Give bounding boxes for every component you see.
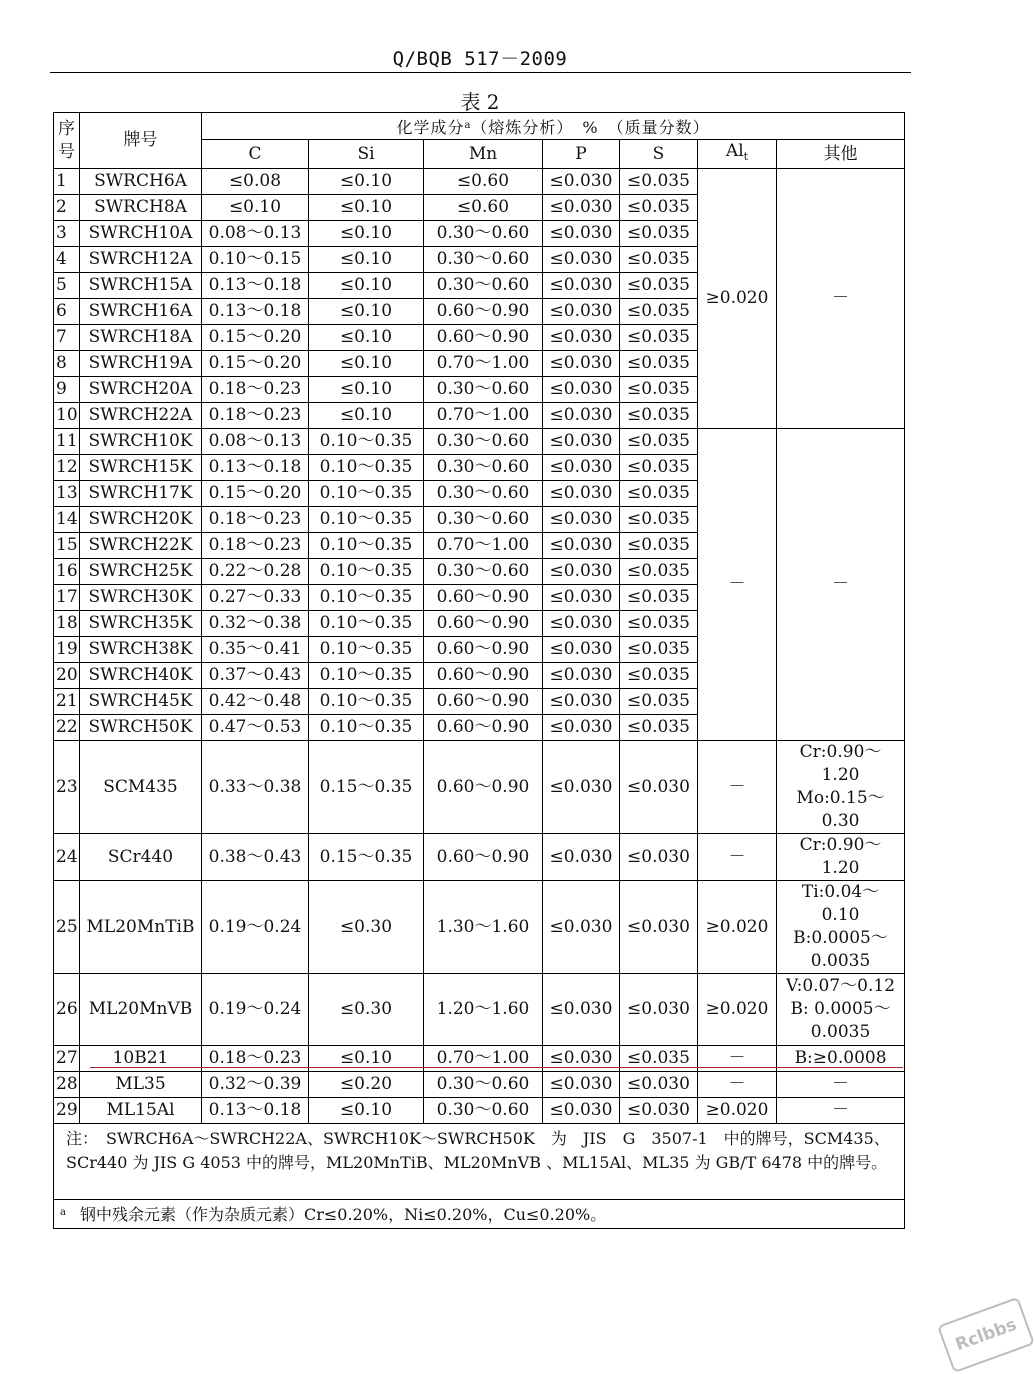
mn-cell: 0.60～0.90: [424, 585, 543, 611]
mn-cell: 0.60～0.90: [424, 689, 543, 715]
c-cell: ≤0.08: [202, 169, 309, 195]
grade-cell: SCM435: [80, 741, 202, 834]
s-cell: ≤0.035: [620, 559, 698, 585]
table-footnote: [54, 1200, 905, 1229]
s-cell: ≤0.035: [620, 403, 698, 429]
grade-cell: SWRCH35K: [80, 611, 202, 637]
mn-cell: 0.60～0.90: [424, 741, 543, 834]
row-number: 5: [54, 273, 80, 299]
grade-cell: ML35: [80, 1072, 202, 1098]
other-cell: [777, 834, 905, 881]
si-cell: 0.10～0.35: [309, 429, 424, 455]
mn-cell: 0.30～0.60: [424, 1098, 543, 1124]
s-cell: ≤0.035: [620, 533, 698, 559]
s-cell: ≤0.035: [620, 611, 698, 637]
al-cell: －: [698, 1072, 777, 1098]
s-cell: ≤0.035: [620, 247, 698, 273]
c-cell: 0.47～0.53: [202, 715, 309, 741]
si-cell: ≤0.30: [309, 974, 424, 1046]
grade-cell: SWRCH25K: [80, 559, 202, 585]
c-cell: 0.22～0.28: [202, 559, 309, 585]
row-number: 1: [54, 169, 80, 195]
mn-cell: 0.30～0.60: [424, 247, 543, 273]
mn-cell: 1.20～1.60: [424, 974, 543, 1046]
mn-cell: 0.30～0.60: [424, 1072, 543, 1098]
footnote-marker: a: [464, 119, 472, 131]
row-number: 26: [54, 974, 80, 1046]
p-cell: ≤0.030: [543, 881, 620, 974]
s-cell: ≤0.035: [620, 377, 698, 403]
other-line: B: 0.0005～: [790, 999, 891, 1019]
mn-cell: ≤0.60: [424, 169, 543, 195]
grade-cell: SWRCH19A: [80, 351, 202, 377]
header-chem: 化学成分$^a$（熔炼分析） % （质量分数）: [202, 113, 905, 140]
other-line: 0.30: [821, 811, 860, 831]
grade-cell: SWRCH8A: [80, 195, 202, 221]
row-number: 3: [54, 221, 80, 247]
s-cell: ≤0.035: [620, 221, 698, 247]
red-underline: [90, 1067, 903, 1068]
table-caption: 表 2: [460, 90, 500, 114]
table-row: [54, 429, 905, 455]
header-seq: 序号: [54, 113, 80, 169]
p-cell: ≤0.030: [543, 195, 620, 221]
mn-cell: ≤0.60: [424, 195, 543, 221]
si-cell: 0.10～0.35: [309, 585, 424, 611]
si-cell: 0.10～0.35: [309, 533, 424, 559]
p-cell: ≤0.030: [543, 974, 620, 1046]
c-cell: 0.18～0.23: [202, 403, 309, 429]
si-cell: 0.10～0.35: [309, 689, 424, 715]
grade-cell: ML15Al: [80, 1098, 202, 1124]
table-row: [54, 1072, 905, 1098]
p-cell: ≤0.030: [543, 507, 620, 533]
c-cell: 0.13～0.18: [202, 273, 309, 299]
mn-cell: 0.60～0.90: [424, 637, 543, 663]
p-cell: ≤0.030: [543, 1072, 620, 1098]
row-number: 19: [54, 637, 80, 663]
s-cell: ≤0.035: [620, 325, 698, 351]
p-cell: ≤0.030: [543, 689, 620, 715]
header-P: P: [543, 140, 620, 169]
mn-cell: 0.30～0.60: [424, 507, 543, 533]
other-line: 0.10: [821, 905, 860, 925]
si-cell: ≤0.10: [309, 273, 424, 299]
al-cell: ≥0.020: [698, 881, 777, 974]
other-line: V:0.07～0.12: [786, 976, 896, 996]
other-group-cell: －: [777, 429, 905, 741]
table-note: 注： SWRCH6A～SWRCH22A、SWRCH10K～SWRCH50K 为 JIS G 3507-1 中的牌号，SCM435、SCr440 为 JIS G 4053 中的牌号，ML20MnTiB、ML20MnVB 、ML15Al、ML35 为 GB/T 6478 中的牌号。: [54, 1124, 905, 1200]
table-row: [54, 1098, 905, 1124]
si-cell: ≤0.10: [309, 1046, 424, 1072]
grade-cell: SCr440: [80, 834, 202, 881]
p-cell: ≤0.030: [543, 351, 620, 377]
si-cell: ≤0.10: [309, 299, 424, 325]
p-cell: ≤0.030: [543, 637, 620, 663]
row-number: 29: [54, 1098, 80, 1124]
s-cell: ≤0.035: [620, 507, 698, 533]
c-cell: 0.18～0.23: [202, 377, 309, 403]
si-cell: ≤0.10: [309, 247, 424, 273]
other-line: B:0.0005～: [793, 928, 888, 948]
s-cell: ≤0.035: [620, 481, 698, 507]
c-cell: 0.33～0.38: [202, 741, 309, 834]
other-line: Ti:0.04～: [801, 882, 880, 902]
c-cell: 0.18～0.23: [202, 1046, 309, 1072]
table-row: [54, 834, 905, 881]
s-cell: ≤0.035: [620, 195, 698, 221]
p-cell: ≤0.030: [543, 221, 620, 247]
s-cell: ≤0.030: [620, 881, 698, 974]
c-cell: 0.13～0.18: [202, 455, 309, 481]
grade-cell: SWRCH22A: [80, 403, 202, 429]
other-line: 1.20: [821, 858, 860, 878]
s-cell: ≤0.030: [620, 834, 698, 881]
al-group-cell: ≥0.020: [698, 169, 777, 429]
al-cell: －: [698, 741, 777, 834]
mn-cell: 0.30～0.60: [424, 377, 543, 403]
c-cell: 0.15～0.20: [202, 351, 309, 377]
s-cell: ≤0.035: [620, 273, 698, 299]
grade-cell: SWRCH45K: [80, 689, 202, 715]
s-cell: ≤0.035: [620, 715, 698, 741]
other-cell: [777, 881, 905, 974]
other-line: Cr:0.90～: [799, 835, 882, 855]
grade-cell: SWRCH12A: [80, 247, 202, 273]
s-cell: ≤0.030: [620, 974, 698, 1046]
footnote-text: 钢中残余元素（作为杂质元素）Cr≤0.20%，Ni≤0.20%，Cu≤0.20%。: [79, 1205, 607, 1224]
c-cell: 0.13～0.18: [202, 1098, 309, 1124]
grade-cell: 10B21: [80, 1046, 202, 1072]
mn-cell: 0.60～0.90: [424, 663, 543, 689]
p-cell: ≤0.030: [543, 715, 620, 741]
c-cell: 0.18～0.23: [202, 507, 309, 533]
s-cell: ≤0.035: [620, 299, 698, 325]
p-cell: ≤0.030: [543, 1046, 620, 1072]
footnote-mark: a: [60, 1207, 66, 1218]
row-number: 23: [54, 741, 80, 834]
s-cell: ≤0.035: [620, 663, 698, 689]
row-number: 15: [54, 533, 80, 559]
grade-cell: SWRCH50K: [80, 715, 202, 741]
si-cell: ≤0.10: [309, 169, 424, 195]
p-cell: ≤0.030: [543, 533, 620, 559]
si-cell: ≤0.10: [309, 1098, 424, 1124]
mn-cell: 0.60～0.90: [424, 325, 543, 351]
s-cell: ≤0.035: [620, 1046, 698, 1072]
si-cell: 0.10～0.35: [309, 455, 424, 481]
p-cell: ≤0.030: [543, 585, 620, 611]
mn-cell: 0.70～1.00: [424, 403, 543, 429]
other-cell: [777, 1072, 905, 1098]
s-cell: ≤0.035: [620, 351, 698, 377]
header-C: C: [202, 140, 309, 169]
grade-cell: SWRCH20K: [80, 507, 202, 533]
row-number: 8: [54, 351, 80, 377]
al-cell: ≥0.020: [698, 1098, 777, 1124]
c-cell: 0.08～0.13: [202, 221, 309, 247]
other-cell: [777, 1098, 905, 1124]
row-number: 20: [54, 663, 80, 689]
p-cell: ≤0.030: [543, 169, 620, 195]
row-number: 17: [54, 585, 80, 611]
c-cell: 0.27～0.33: [202, 585, 309, 611]
row-number: 25: [54, 881, 80, 974]
watermark-stamp: Rclbbs: [937, 1297, 1035, 1373]
p-cell: ≤0.030: [543, 455, 620, 481]
header-grade: 牌号: [80, 113, 202, 169]
p-cell: ≤0.030: [543, 299, 620, 325]
c-cell: 0.32～0.39: [202, 1072, 309, 1098]
c-cell: 0.35～0.41: [202, 637, 309, 663]
table-row: [54, 974, 905, 1046]
mn-cell: 0.30～0.60: [424, 455, 543, 481]
header-Mn: Mn: [424, 140, 543, 169]
grade-cell: SWRCH17K: [80, 481, 202, 507]
mn-cell: 0.70～1.00: [424, 351, 543, 377]
grade-cell: SWRCH30K: [80, 585, 202, 611]
row-number: 12: [54, 455, 80, 481]
header-Si: Si: [309, 140, 424, 169]
si-cell: 0.10～0.35: [309, 481, 424, 507]
si-cell: ≤0.10: [309, 377, 424, 403]
c-cell: 0.32～0.38: [202, 611, 309, 637]
row-number: 28: [54, 1072, 80, 1098]
row-number: 24: [54, 834, 80, 881]
p-cell: ≤0.030: [543, 834, 620, 881]
s-cell: ≤0.035: [620, 637, 698, 663]
header-S: S: [620, 140, 698, 169]
al-cell: －: [698, 1046, 777, 1072]
si-cell: 0.10～0.35: [309, 507, 424, 533]
mn-cell: 1.30～1.60: [424, 881, 543, 974]
header-other: 其他: [777, 140, 905, 169]
row-number: 21: [54, 689, 80, 715]
c-cell: 0.13～0.18: [202, 299, 309, 325]
row-number: 4: [54, 247, 80, 273]
row-number: 16: [54, 559, 80, 585]
si-cell: ≤0.20: [309, 1072, 424, 1098]
grade-cell: SWRCH18A: [80, 325, 202, 351]
row-number: 7: [54, 325, 80, 351]
other-group-cell: －: [777, 169, 905, 429]
row-number: 27: [54, 1046, 80, 1072]
c-cell: 0.08～0.13: [202, 429, 309, 455]
p-cell: ≤0.030: [543, 481, 620, 507]
grade-cell: SWRCH15K: [80, 455, 202, 481]
p-cell: ≤0.030: [543, 273, 620, 299]
c-cell: 0.37～0.43: [202, 663, 309, 689]
row-number: 6: [54, 299, 80, 325]
other-line: －: [832, 1100, 850, 1120]
c-cell: ≤0.10: [202, 195, 309, 221]
p-cell: ≤0.030: [543, 247, 620, 273]
row-number: 13: [54, 481, 80, 507]
mn-cell: 0.60～0.90: [424, 834, 543, 881]
row-number: 10: [54, 403, 80, 429]
c-cell: 0.15～0.20: [202, 325, 309, 351]
table-row: [54, 741, 905, 834]
table-row: [54, 169, 905, 195]
mn-cell: 0.30～0.60: [424, 273, 543, 299]
s-cell: ≤0.030: [620, 1098, 698, 1124]
other-line: 1.20: [821, 765, 860, 785]
grade-cell: SWRCH10A: [80, 221, 202, 247]
p-cell: ≤0.030: [543, 403, 620, 429]
al-group-cell: －: [698, 429, 777, 741]
row-number: 14: [54, 507, 80, 533]
grade-cell: SWRCH20A: [80, 377, 202, 403]
header-rule: [50, 72, 911, 73]
mn-cell: 0.30～0.60: [424, 481, 543, 507]
row-number: 22: [54, 715, 80, 741]
si-cell: ≤0.10: [309, 221, 424, 247]
other-line: Mo:0.15～: [796, 788, 885, 808]
si-cell: ≤0.30: [309, 881, 424, 974]
mn-cell: 0.70～1.00: [424, 1046, 543, 1072]
p-cell: ≤0.030: [543, 741, 620, 834]
grade-cell: ML20MnVB: [80, 974, 202, 1046]
si-cell: ≤0.10: [309, 403, 424, 429]
si-cell: 0.10～0.35: [309, 611, 424, 637]
other-line: 0.0035: [810, 1022, 871, 1042]
grade-cell: SWRCH38K: [80, 637, 202, 663]
s-cell: ≤0.035: [620, 169, 698, 195]
row-number: 9: [54, 377, 80, 403]
other-line: 0.0035: [810, 951, 871, 971]
p-cell: ≤0.030: [543, 611, 620, 637]
mn-cell: 0.30～0.60: [424, 559, 543, 585]
si-cell: ≤0.10: [309, 325, 424, 351]
other-cell: [777, 974, 905, 1046]
grade-cell: SWRCH22K: [80, 533, 202, 559]
c-cell: 0.19～0.24: [202, 974, 309, 1046]
c-cell: 0.38～0.43: [202, 834, 309, 881]
si-cell: ≤0.10: [309, 195, 424, 221]
c-cell: 0.10～0.15: [202, 247, 309, 273]
p-cell: ≤0.030: [543, 325, 620, 351]
p-cell: ≤0.030: [543, 663, 620, 689]
grade-cell: SWRCH40K: [80, 663, 202, 689]
c-cell: 0.42～0.48: [202, 689, 309, 715]
si-cell: 0.10～0.35: [309, 715, 424, 741]
c-cell: 0.18～0.23: [202, 533, 309, 559]
mn-cell: 0.30～0.60: [424, 429, 543, 455]
grade-cell: SWRCH10K: [80, 429, 202, 455]
other-line: －: [832, 1074, 850, 1094]
s-cell: ≤0.030: [620, 741, 698, 834]
s-cell: ≤0.035: [620, 455, 698, 481]
chemical-composition-table: [53, 112, 905, 1229]
si-cell: 0.10～0.35: [309, 559, 424, 585]
p-cell: ≤0.030: [543, 377, 620, 403]
al-cell: ≥0.020: [698, 974, 777, 1046]
p-cell: ≤0.030: [543, 559, 620, 585]
grade-cell: SWRCH6A: [80, 169, 202, 195]
si-cell: 0.15～0.35: [309, 834, 424, 881]
mn-cell: 0.60～0.90: [424, 611, 543, 637]
mn-cell: 0.60～0.90: [424, 299, 543, 325]
si-cell: 0.10～0.35: [309, 663, 424, 689]
mn-cell: 0.70～1.00: [424, 533, 543, 559]
grade-cell: ML20MnTiB: [80, 881, 202, 974]
p-cell: ≤0.030: [543, 429, 620, 455]
other-line: B:≥0.0008: [794, 1048, 887, 1068]
s-cell: ≤0.035: [620, 429, 698, 455]
mn-cell: 0.60～0.90: [424, 715, 543, 741]
other-cell: [777, 741, 905, 834]
s-cell: ≤0.030: [620, 1072, 698, 1098]
grade-cell: SWRCH16A: [80, 299, 202, 325]
row-number: 18: [54, 611, 80, 637]
c-cell: 0.19～0.24: [202, 881, 309, 974]
s-cell: ≤0.035: [620, 585, 698, 611]
c-cell: 0.15～0.20: [202, 481, 309, 507]
p-cell: ≤0.030: [543, 1098, 620, 1124]
row-number: 11: [54, 429, 80, 455]
standard-id: Q/BQB 517－2009: [392, 48, 568, 70]
al-cell: －: [698, 834, 777, 881]
si-cell: 0.10～0.35: [309, 637, 424, 663]
table-row: [54, 881, 905, 974]
si-cell: 0.15～0.35: [309, 741, 424, 834]
s-cell: ≤0.035: [620, 689, 698, 715]
row-number: 2: [54, 195, 80, 221]
mn-cell: 0.30～0.60: [424, 221, 543, 247]
header-Al: $Al_t$: [698, 140, 777, 169]
grade-cell: SWRCH15A: [80, 273, 202, 299]
si-cell: ≤0.10: [309, 351, 424, 377]
other-line: Cr:0.90～: [799, 742, 882, 762]
